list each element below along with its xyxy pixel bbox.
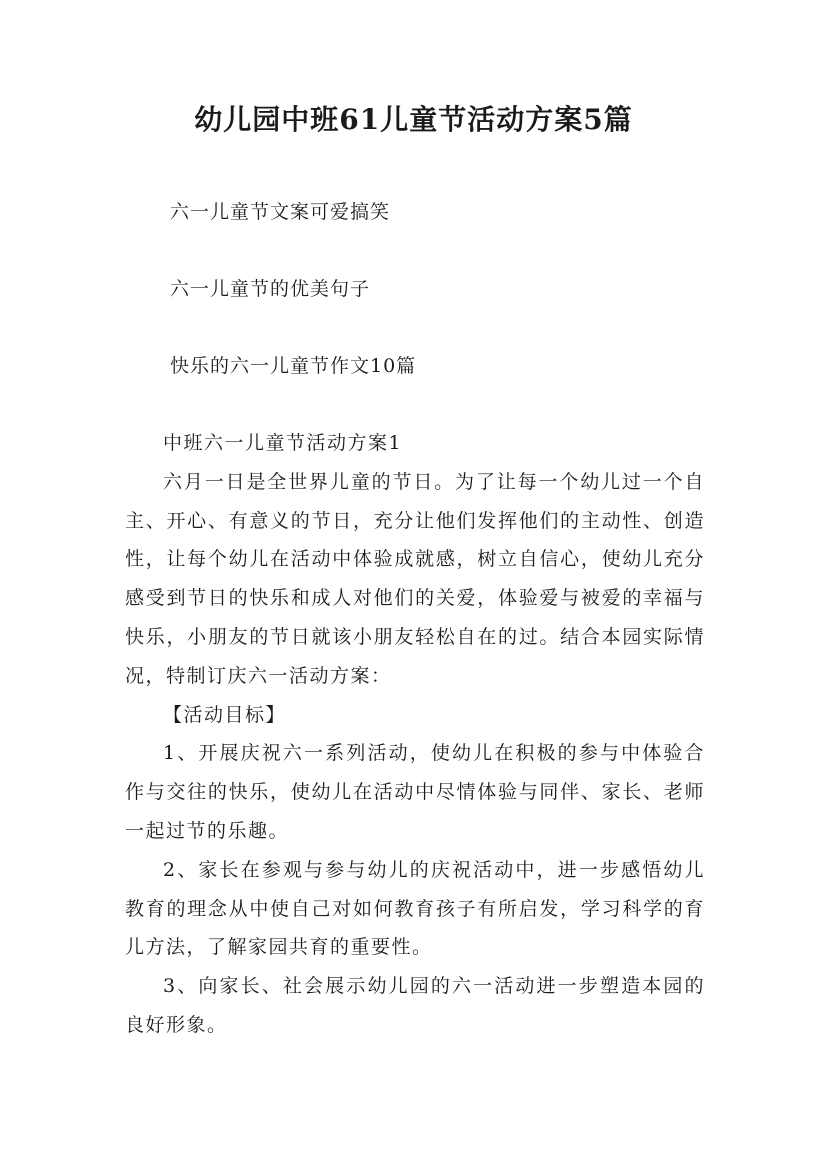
related-link-2[interactable]: 六一儿童节的优美句子 [170, 278, 371, 300]
section-heading: 中班六一儿童节活动方案1 [163, 432, 403, 454]
document-body [125, 424, 705, 1045]
body-paragraph: 六月一日是全世界儿童的节日。为了让每一个幼儿过一个自主、开心、有意义的节日，充分让他们发挥他们的主动性、创造性，让每个幼儿在活动中体验成就感，树立自信心，使幼儿充分感受到节日的快乐和成人对他们的关爱，体验爱与被爱的幸福与快乐，小朋友的节日就该小朋友轻松自在的过。结合本园实际情况，特制订庆六一活动方案： [125, 470, 705, 687]
body-paragraph: 3、向家长、社会展示幼儿园的六一活动进一步塑造本园的良好形象。 [125, 975, 705, 1036]
related-link-1[interactable]: 六一儿童节文案可爱搞笑 [170, 201, 391, 223]
body-paragraph: 2、家长在参观与参与幼儿的庆祝活动中，进一步感悟幼儿教育的理念从中使自己对如何教育孩子有所启发，学习科学的育儿方法，了解家园共育的重要性。 [125, 858, 705, 959]
related-link-3[interactable]: 快乐的六一儿童节作文10篇 [170, 355, 417, 377]
document-title: 幼儿园中班61儿童节活动方案5篇 [194, 103, 633, 136]
subsection-heading: 【活动目标】 [163, 703, 287, 726]
body-paragraph: 1、开展庆祝六一系列活动，使幼儿在积极的参与中体验合作与交往的快乐，使幼儿在活动中尽情体验与同伴、家长、老师一起过节的乐趣。 [125, 742, 705, 842]
